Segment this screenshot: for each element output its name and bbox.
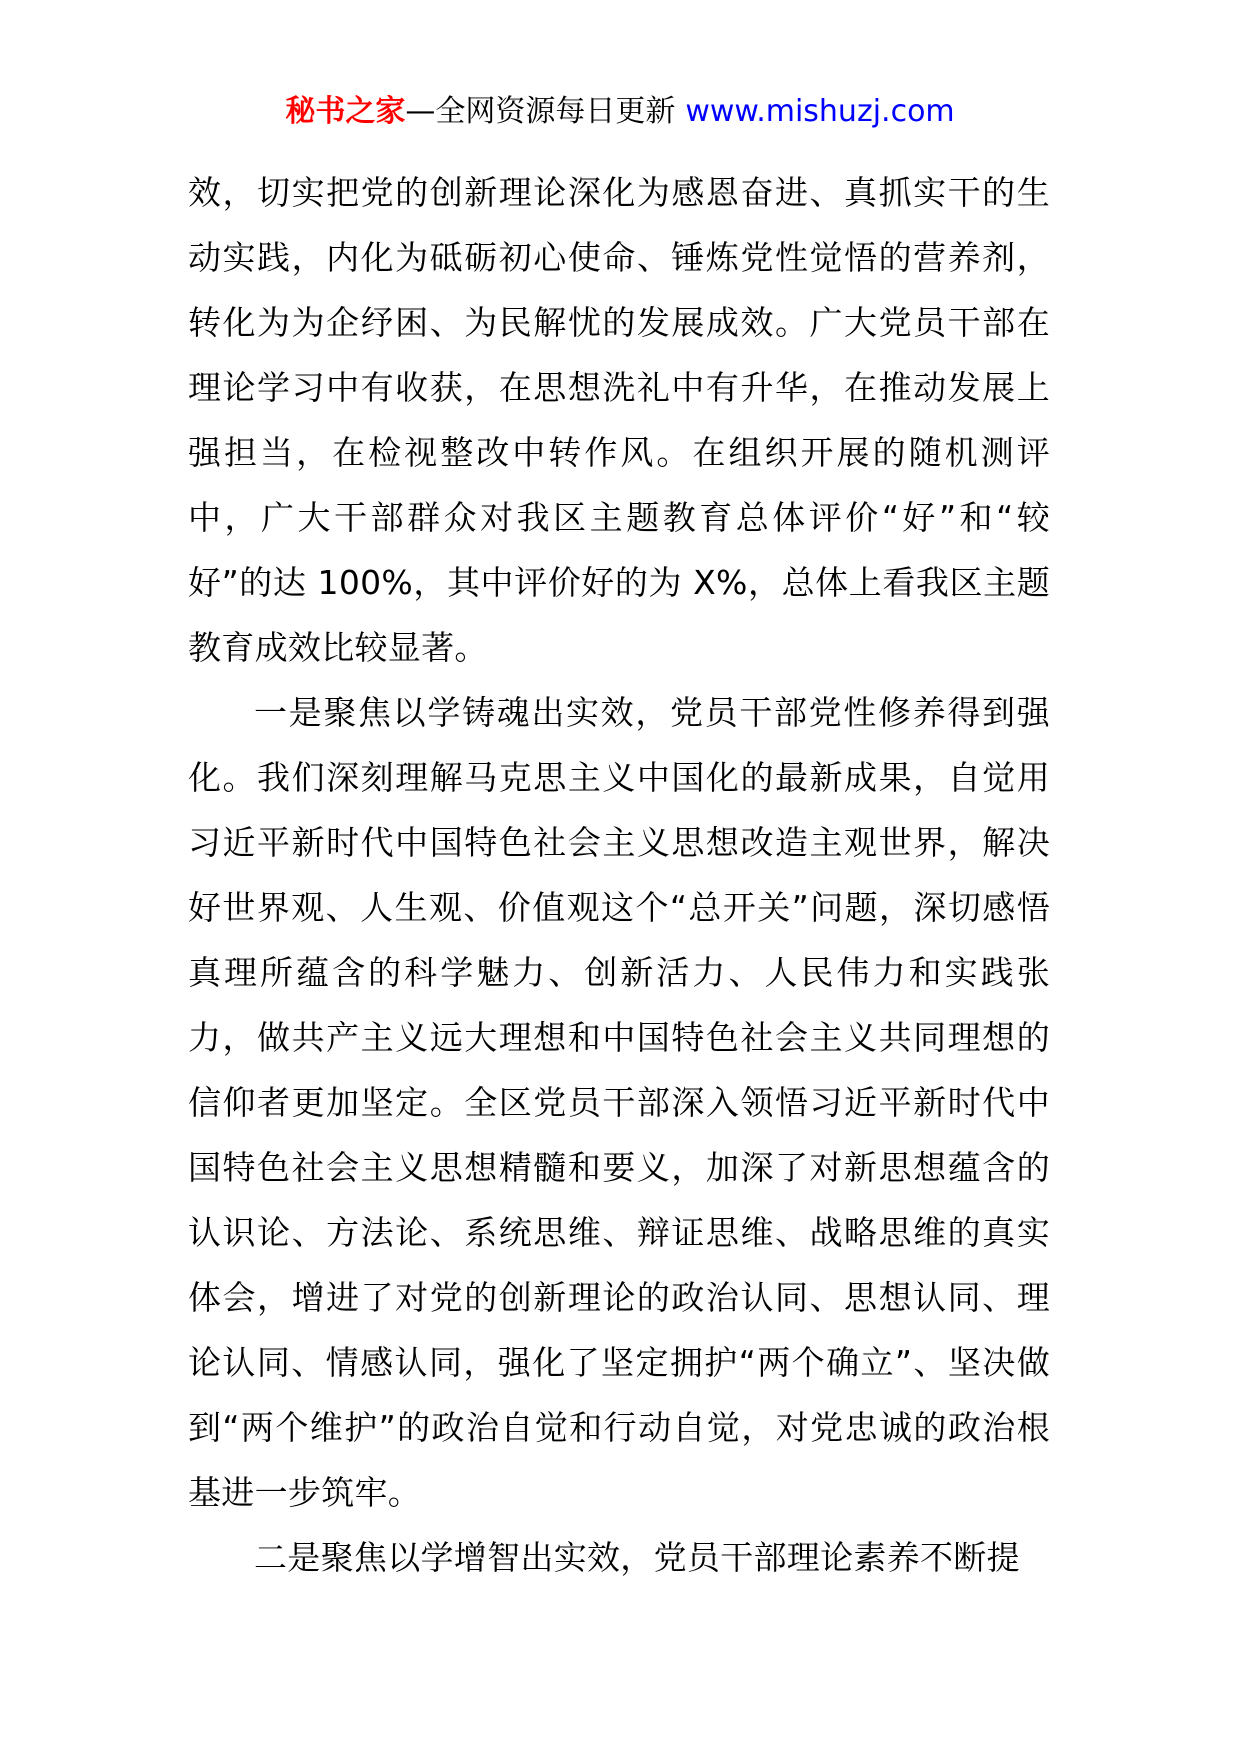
paragraph: 效，切实把党的创新理论深化为感恩奋进、真抓实干的生动实践，内化为砥砺初心使命、锤炼党性觉悟的营养剂，转化为为企纾困、为民解忧的发展成效。广大党员干部在理论学习中有收获，在思想洗礼中有升华，在推动发展上强担当，在检视整改中转作风。在组织开展的随机测评中，广大干部群众对我区主题教育总体评价“好”和“较好”的达 100%，其中评价好的为 X%，总体上看我区主题教育成效比较显著。 (188, 173, 1050, 667)
page-header (0, 92, 1240, 132)
brand-name: 秘书之家 (285, 94, 406, 129)
site-url-link[interactable]: www.mishuzj.com (685, 94, 955, 129)
document-body (188, 160, 1050, 1590)
header-slogan: —全网资源每日更新 (405, 94, 676, 129)
paragraph: 二是聚焦以学增智出实效，党员干部理论素养不断提 (254, 1538, 1020, 1577)
paragraph: 一是聚焦以学铸魂出实效，党员干部党性修养得到强化。我们深刻理解马克思主义中国化的最新成果，自觉用习近平新时代中国特色社会主义思想改造主观世界，解决好世界观、人生观、价值观这个“总开关”问题，深切感悟真理所蕴含的科学魅力、创新活力、人民伟力和实践张力，做共产主义远大理想和中国特色社会主义共同理想的信仰者更加坚定。全区党员干部深入领悟习近平新时代中国特色社会主义思想精髓和要义，加深了对新思想蕴含的认识论、方法论、系统思维、辩证思维、战略思维的真实体会，增进了对党的创新理论的政治认同、思想认同、理论认同、情感认同，强化了坚定拥护“两个确立”、坚决做到“两个维护”的政治自觉和行动自觉，对党忠诚的政治根基进一步筑牢。 (188, 693, 1050, 1512)
